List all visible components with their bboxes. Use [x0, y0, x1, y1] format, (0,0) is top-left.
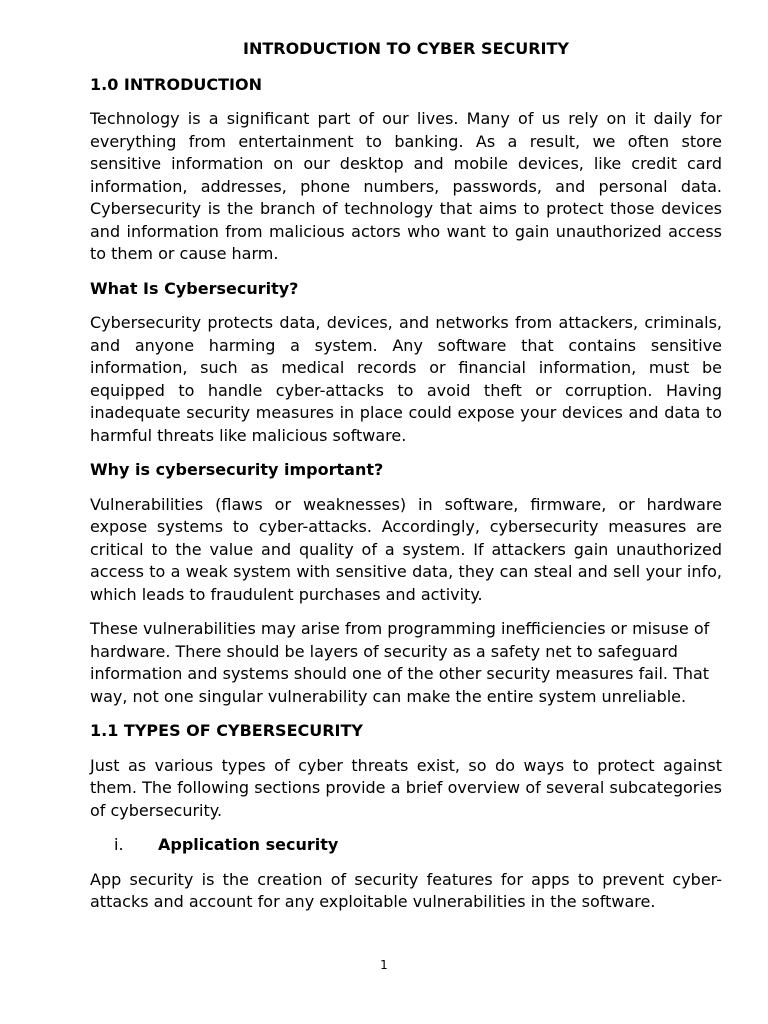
types-paragraph: Just as various types of cyber threats exist, so do ways to protect against them. The following sections provide a brief overview of several subcategories of cybersecurity. [90, 755, 722, 820]
section-heading-types: 1.1 TYPES OF CYBERSECURITY [90, 721, 363, 740]
introduction-paragraph: Technology is a significant part of our lives. Many of us rely on it daily for everything from entertainment to banking. As a result, we often store sensitive information on our desktop and mobile devices, like credit card information, addresses, phone numbers, passwords, and personal data. Cybersecurity is the branch of technology that aims to protect those devices and information from malicious actors who want to gain unauthorized access to them or cause harm. [90, 109, 722, 263]
list-item-title: Application security [158, 835, 339, 854]
section-heading-introduction: 1.0 INTRODUCTION [90, 74, 262, 94]
list-item-application-security [114, 834, 722, 857]
document-title: INTRODUCTION TO CYBER SECURITY [242, 39, 569, 58]
what-is-paragraph: Cybersecurity protects data, devices, and networks from attackers, criminals, and anyone harming a system. Any software that contains sensitive information, such as medical records or financial information, must be equipped to handle cyber-attacks to avoid theft or corruption. Having inadequate security measures in place could expose your devices and data to harmful threats like malicious software. [90, 313, 722, 445]
document-page [90, 38, 722, 926]
why-important-paragraph-2: These vulnerabilities may arise from programming inefficiencies or misuse of hardware. There should be layers of security as a safety net to safeguard information and systems should one of the other security measures fail. That way, not one singular vulnerability can make the entire system unreliable. [90, 619, 710, 706]
subheading-why-important: Why is cybersecurity important? [90, 460, 384, 479]
application-security-paragraph: App security is the creation of security features for apps to prevent cyber-attacks and account for any exploitable vulnerabilities in the software. [90, 869, 722, 911]
why-important-paragraph-1: Vulnerabilities (flaws or weaknesses) in software, firmware, or hardware expose systems to cyber-attacks. Accordingly, cybersecurity measures are critical to the value and quality of a system. If attackers gain unauthorized access to a weak system with sensitive data, they can steal and sell your info, which leads to fraudulent purchases and activity. [90, 494, 722, 604]
subheading-what-is-cybersecurity: What Is Cybersecurity? [90, 278, 299, 298]
page-number: 1 [380, 958, 388, 972]
list-numeral: i. [114, 835, 124, 854]
